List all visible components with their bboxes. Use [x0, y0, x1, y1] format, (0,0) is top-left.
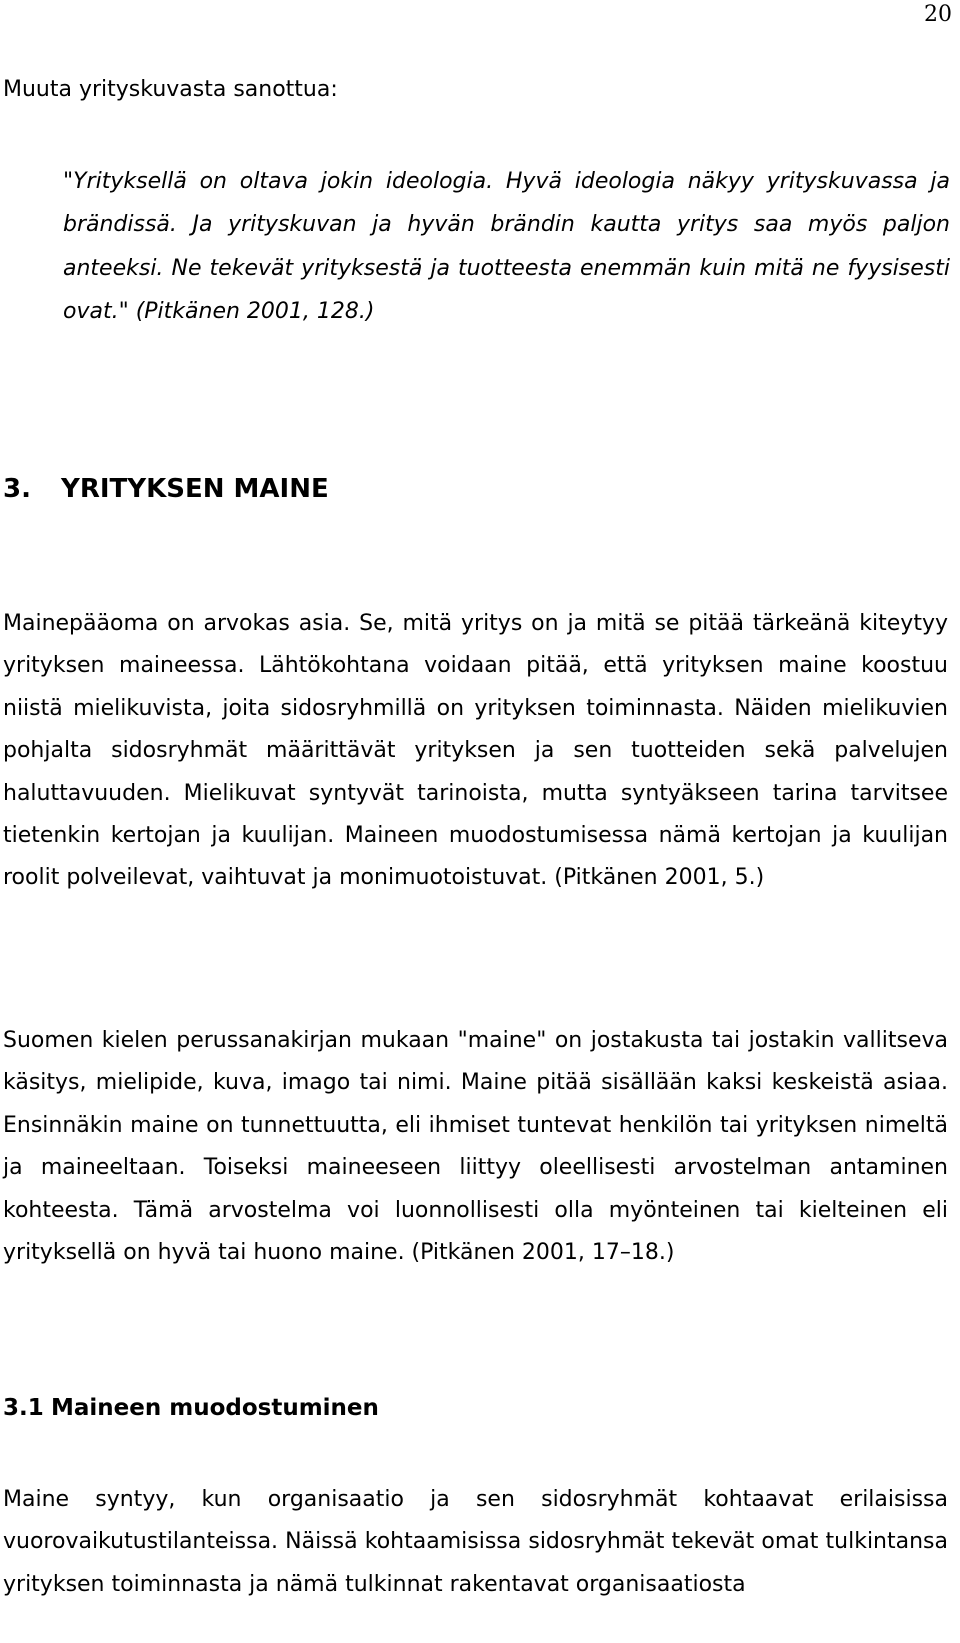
block-quote: "Yrityksellä on oltava jokin ideologia. Hyvä ideologia näkyy yrityskuvassa ja brändissä. Ja yrityskuvan ja hyvän brändin kautta yritys saa myös paljon anteeksi. Ne tekevät yrityksestä ja tuotteesta enemmän kuin mitä ne fyysisesti ovat." (Pitkänen 2001, 128.): [63, 169, 950, 324]
section-number: 3.: [3, 474, 31, 504]
intro-line: Muuta yrityskuvasta sanottua:: [3, 77, 338, 102]
paragraph: Suomen kielen perussanakirjan mukaan "maine" on jostakusta tai jostakin vallitseva käsitys, mielipide, kuva, imago tai nimi. Maine pitää sisällään kaksi keskeistä asiaa. Ensinnäkin maine on tunnettuutta, eli ihmiset tuntevat henkilön tai yrityksen nimeltä ja maineeltaan. Toiseksi maineeseen liittyy oleellisesti arvostelman antaminen kohteesta. Tämä arvostelma voi luonnollisesti olla myönteinen tai kielteinen eli yrityksellä on hyvä tai huono maine. (Pitkänen 2001, 17–18.): [3, 1028, 948, 1266]
section-title: YRITYKSEN MAINE: [61, 474, 329, 504]
section-heading: [0, 470, 960, 508]
paragraph: Maine syntyy, kun organisaatio ja sen sidosryhmät kohtaavat erilaisissa vuorovaikutustilanteissa. Näissä kohtaamisissa sidosryhmät tekevät omat tulkintansa yrityksen toiminnasta ja nämä tulkinnat rakentavat organisaatiosta: [3, 1487, 948, 1597]
paragraph: Mainepääoma on arvokas asia. Se, mitä yritys on ja mitä se pitää tärkeänä kiteytyy yrityksen maineessa. Lähtökohtana voidaan pitää, että yrityksen maine koostuu niistä mielikuvista, joita sidosryhmillä on yrityksen toiminnasta. Näiden mielikuvien pohjalta sidosryhmät määrittävät yrityksen ja sen tuotteiden sekä palvelujen haluttavuuden. Mielikuvat syntyvät tarinoista, mutta syntyäkseen tarina tarvitsee tietenkin kertojan ja kuulijan. Maineen muodostumisessa nämä kertojan ja kuulijan roolit polveilevat, vaihtuvat ja monimuotoistuvat. (Pitkänen 2001, 5.): [3, 611, 948, 891]
subsection-number: 3.1: [3, 1395, 44, 1421]
subsection-heading: [0, 1391, 960, 1425]
subsection-title: Maineen muodostuminen: [51, 1395, 379, 1421]
page-number: 20: [924, 2, 952, 27]
